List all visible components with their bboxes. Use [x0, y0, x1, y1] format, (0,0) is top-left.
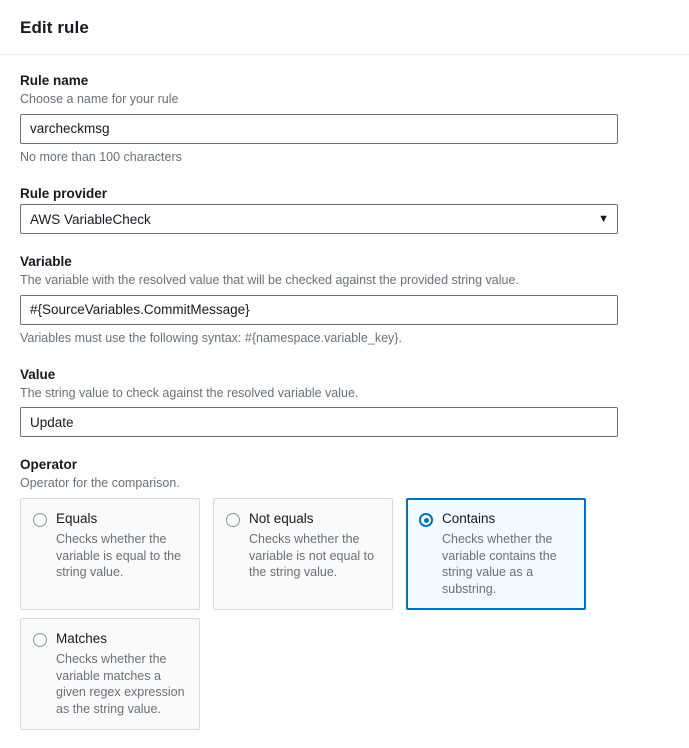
rule-provider-select[interactable] — [20, 204, 618, 234]
rule-provider-selected-value: AWS VariableCheck — [20, 204, 618, 234]
field-operator — [20, 457, 669, 730]
variable-description: The variable with the resolved value that will be checked against the provided string value. — [20, 272, 519, 287]
operator-option-description: Checks whether the variable contains the string value as a substring. — [442, 532, 557, 596]
operator-option-equals[interactable] — [20, 498, 200, 610]
field-rule-provider — [20, 186, 669, 234]
radio-icon — [226, 513, 240, 527]
rule-name-hint: No more than 100 characters — [20, 149, 182, 164]
operator-option-not-equals[interactable] — [213, 498, 393, 610]
radio-icon — [33, 513, 47, 527]
field-value — [20, 367, 669, 438]
rule-name-description: Choose a name for your rule — [20, 92, 179, 106]
operator-option-title: Not equals — [249, 511, 314, 527]
operator-option-title: Contains — [442, 511, 496, 527]
variable-hint: Variables must use the following syntax: #{namespace.variable_key}. — [20, 330, 402, 345]
operator-option-description: Checks whether the variable matches a given regex expression as the string value. — [56, 652, 185, 716]
operator-option-description: Checks whether the variable is not equal to the string value. — [249, 532, 375, 580]
rule-name-input[interactable] — [20, 114, 618, 144]
value-input[interactable] — [20, 407, 618, 437]
operator-label: Operator — [20, 457, 78, 473]
rule-provider-label: Rule provider — [20, 185, 108, 201]
operator-option-contains[interactable] — [406, 498, 586, 610]
rule-name-label: Rule name — [20, 73, 89, 88]
panel-header — [0, 0, 689, 55]
operator-option-title: Equals — [56, 511, 98, 527]
field-variable — [20, 254, 669, 347]
radio-icon-selected — [419, 513, 433, 527]
variable-input[interactable] — [20, 295, 618, 325]
variable-label: Variable — [20, 253, 72, 269]
chevron-down-icon: ▼ — [598, 212, 609, 225]
operator-radio-group — [20, 498, 620, 730]
operator-description: Operator for the comparison. — [20, 476, 180, 491]
operator-option-title: Matches — [56, 631, 108, 647]
field-rule-name — [20, 73, 669, 166]
page-title: Edit rule — [20, 18, 89, 37]
operator-option-matches[interactable] — [20, 618, 200, 730]
form-body — [0, 55, 689, 730]
radio-icon — [33, 633, 47, 647]
value-label: Value — [20, 366, 56, 382]
value-description: The string value to check against the resolved variable value. — [20, 385, 359, 400]
operator-option-description: Checks whether the variable is equal to the string value. — [56, 532, 182, 580]
